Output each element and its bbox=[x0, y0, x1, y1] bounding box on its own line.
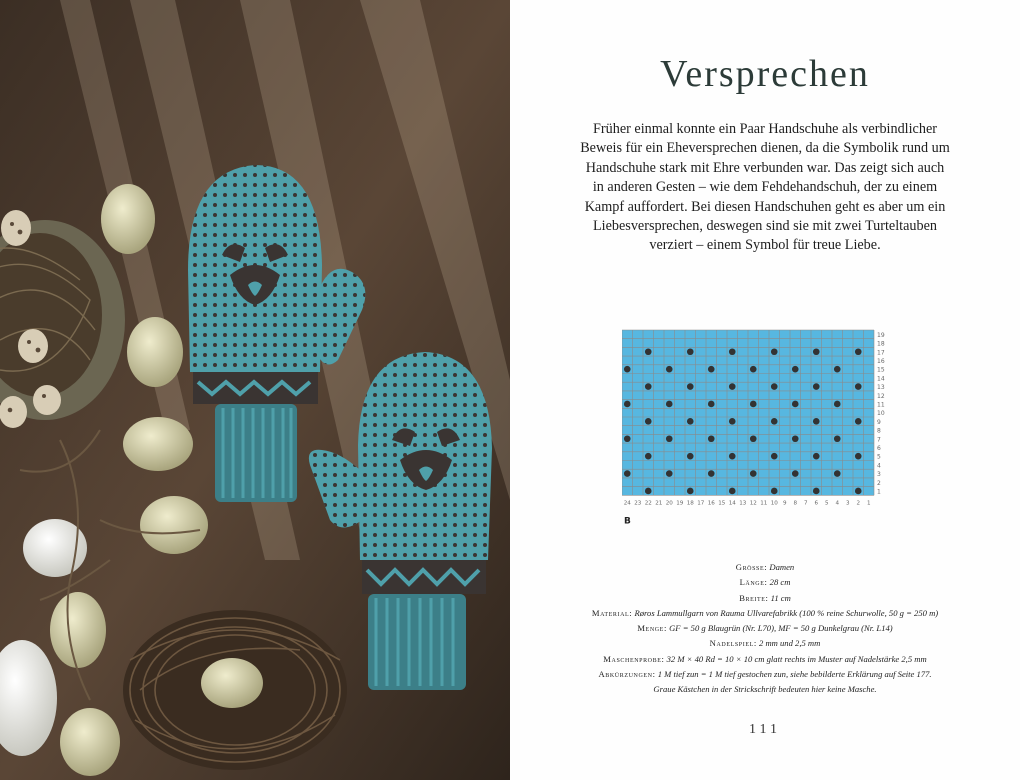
spec-line bbox=[530, 560, 1000, 575]
dark-stitch bbox=[834, 435, 841, 442]
dark-stitch bbox=[792, 435, 799, 442]
dark-stitch bbox=[666, 401, 673, 408]
dark-stitch bbox=[666, 366, 673, 373]
row-number: 8 bbox=[877, 427, 881, 435]
spec-line bbox=[530, 636, 1000, 651]
intro-line: Kampf auffordert. Bei diesen Handschuhen geht es aber um ein bbox=[584, 198, 946, 215]
column-number: 7 bbox=[803, 500, 808, 507]
dark-stitch bbox=[771, 383, 778, 390]
spec-label: Nadelspiel: bbox=[709, 638, 757, 649]
dark-stitch bbox=[771, 348, 778, 355]
chart-grid bbox=[622, 326, 907, 526]
row-number: 3 bbox=[877, 471, 881, 479]
chart-label: B bbox=[624, 516, 631, 526]
row-number: 18 bbox=[877, 340, 885, 348]
dark-stitch bbox=[750, 435, 757, 442]
dark-stitch bbox=[645, 418, 652, 425]
row-number: 2 bbox=[877, 479, 881, 487]
dark-stitch bbox=[813, 348, 820, 355]
dark-stitch bbox=[708, 401, 715, 408]
spec-label: Grösse: bbox=[735, 562, 768, 572]
column-number: 9 bbox=[782, 500, 787, 507]
column-number: 8 bbox=[793, 500, 798, 507]
row-number: 5 bbox=[877, 453, 881, 461]
dark-stitch bbox=[666, 435, 673, 442]
dark-stitch bbox=[687, 453, 694, 460]
dark-stitch bbox=[687, 348, 694, 355]
row-number: 17 bbox=[877, 349, 885, 357]
dark-stitch bbox=[750, 401, 757, 408]
spec-label: Material: bbox=[591, 607, 633, 618]
dark-stitch bbox=[729, 418, 736, 425]
dark-stitch bbox=[834, 366, 841, 373]
column-number: 13 bbox=[739, 500, 747, 507]
spec-label: Länge: bbox=[739, 577, 768, 588]
dark-stitch bbox=[729, 488, 736, 495]
page-number: 111 bbox=[749, 722, 781, 737]
spec-value: 28 cm bbox=[769, 577, 791, 588]
dark-stitch bbox=[624, 470, 631, 477]
dark-stitch bbox=[624, 401, 631, 408]
dark-stitch bbox=[708, 470, 715, 477]
column-number: 11 bbox=[760, 500, 768, 507]
dark-stitch bbox=[645, 348, 652, 355]
intro-line: Früher einmal konnte ein Paar Handschuhe als verbindlicher bbox=[593, 121, 937, 137]
intro-line: Liebesversprechen, deswegen sind sie mit zwei Turteltauben bbox=[593, 218, 937, 235]
dark-stitch bbox=[666, 470, 673, 477]
dark-stitch bbox=[855, 488, 862, 495]
bird-nest bbox=[123, 610, 347, 770]
column-number: 24 bbox=[623, 500, 631, 507]
row-number: 19 bbox=[877, 331, 885, 339]
column-number: 21 bbox=[655, 500, 663, 507]
dark-stitch bbox=[729, 348, 736, 355]
column-number: 5 bbox=[824, 500, 829, 507]
dark-stitch bbox=[771, 453, 778, 460]
spec-line bbox=[530, 606, 1000, 621]
dark-stitch bbox=[792, 401, 799, 408]
dark-stitch bbox=[792, 470, 799, 477]
dark-stitch bbox=[645, 453, 652, 460]
dark-stitch bbox=[645, 383, 652, 390]
dark-stitch bbox=[792, 366, 799, 373]
knitting-chart bbox=[622, 326, 907, 526]
row-number: 15 bbox=[877, 366, 885, 374]
spec-value: 2 mm und 2,5 mm bbox=[759, 638, 821, 649]
column-number: 14 bbox=[728, 500, 736, 507]
dark-stitch bbox=[729, 453, 736, 460]
dark-stitch bbox=[750, 366, 757, 373]
spec-note: Graue Kästchen in der Strickschrift bedeuten hier keine Masche. bbox=[653, 684, 877, 695]
column-number: 17 bbox=[697, 500, 705, 507]
dark-stitch bbox=[687, 418, 694, 425]
row-number: 16 bbox=[877, 357, 885, 365]
spec-value: Damen bbox=[769, 562, 795, 572]
dark-stitch bbox=[834, 470, 841, 477]
dark-stitch bbox=[813, 453, 820, 460]
intro-line: Beweis für ein Eheversprechen dienen, da die Symbolik rund um bbox=[580, 140, 950, 157]
dark-stitch bbox=[687, 383, 694, 390]
column-number: 20 bbox=[665, 500, 673, 507]
dark-stitch bbox=[813, 383, 820, 390]
dark-stitch bbox=[813, 488, 820, 495]
row-number: 9 bbox=[877, 418, 881, 426]
intro-paragraph bbox=[558, 120, 972, 256]
row-number: 14 bbox=[877, 375, 885, 383]
column-number: 2 bbox=[856, 500, 861, 507]
spec-line bbox=[530, 591, 1000, 606]
intro-line: Handschuhe stark mit Ehre verbunden war. Das zeigt sich auch bbox=[585, 159, 945, 176]
dark-stitch bbox=[708, 366, 715, 373]
intro-line: verziert – einem Symbol für treue Liebe. bbox=[649, 237, 881, 254]
dark-stitch bbox=[855, 383, 862, 390]
row-number: 1 bbox=[877, 488, 881, 496]
dark-stitch bbox=[813, 418, 820, 425]
column-number: 4 bbox=[835, 500, 840, 507]
spec-line bbox=[530, 682, 1000, 697]
dark-stitch bbox=[729, 383, 736, 390]
column-number: 18 bbox=[686, 500, 694, 507]
spec-value: Røros Lammullgarn von Rauma Ullvarefabrikk (100 % reine Schurwolle, 50 g = 250 m) bbox=[634, 607, 939, 618]
row-number: 11 bbox=[877, 401, 885, 409]
column-number: 22 bbox=[644, 500, 652, 507]
dark-stitch bbox=[771, 418, 778, 425]
dark-stitch bbox=[624, 366, 631, 373]
dark-stitch bbox=[855, 418, 862, 425]
text-page bbox=[510, 0, 1020, 780]
row-number: 13 bbox=[877, 384, 885, 392]
row-number: 7 bbox=[877, 436, 881, 444]
column-number: 15 bbox=[718, 500, 726, 507]
pattern-specs bbox=[530, 560, 1000, 698]
spec-value: 11 cm bbox=[770, 592, 791, 603]
column-number: 16 bbox=[707, 500, 715, 507]
page-title: Versprechen bbox=[660, 53, 870, 95]
dark-stitch bbox=[750, 470, 757, 477]
row-number: 10 bbox=[877, 410, 885, 418]
row-number: 12 bbox=[877, 392, 885, 400]
spec-value: 32 M × 40 Rd = 10 × 10 cm glatt rechts im Muster auf Nadelstärke 2,5 mm bbox=[666, 653, 927, 664]
spec-line bbox=[530, 652, 1000, 667]
spec-value: GF = 50 g Blaugrün (Nr. L70), MF = 50 g Dunkelgrau (Nr. L14) bbox=[669, 623, 893, 634]
column-number: 1 bbox=[866, 500, 871, 507]
dark-stitch bbox=[834, 401, 841, 408]
dark-stitch bbox=[855, 453, 862, 460]
column-number: 6 bbox=[814, 500, 819, 507]
dark-stitch bbox=[687, 488, 694, 495]
spec-line bbox=[530, 667, 1000, 682]
spec-label: Maschenprobe: bbox=[603, 653, 665, 664]
row-number: 6 bbox=[877, 444, 881, 452]
column-number: 23 bbox=[634, 500, 642, 507]
column-number: 10 bbox=[770, 500, 778, 507]
spec-label: Abkürzungen: bbox=[598, 669, 656, 680]
spec-line bbox=[530, 575, 1000, 590]
dark-stitch bbox=[771, 488, 778, 495]
column-number: 19 bbox=[676, 500, 684, 507]
column-number: 12 bbox=[749, 500, 757, 507]
row-number: 4 bbox=[877, 462, 881, 470]
dark-stitch bbox=[645, 488, 652, 495]
spec-line bbox=[530, 621, 1000, 636]
column-number: 3 bbox=[845, 500, 850, 507]
intro-line: in anderen Gesten – wie dem Fehdehandschuh, der zu einem bbox=[592, 179, 938, 196]
dark-stitch bbox=[855, 348, 862, 355]
spec-value: 1 M tief zun = 1 M tief gestochen zun, siehe bebilderte Erklärung auf Seite 177. bbox=[657, 669, 932, 680]
spec-label: Menge: bbox=[637, 623, 667, 634]
spec-label: Breite: bbox=[739, 592, 769, 603]
dark-stitch bbox=[624, 435, 631, 442]
dark-stitch bbox=[708, 435, 715, 442]
